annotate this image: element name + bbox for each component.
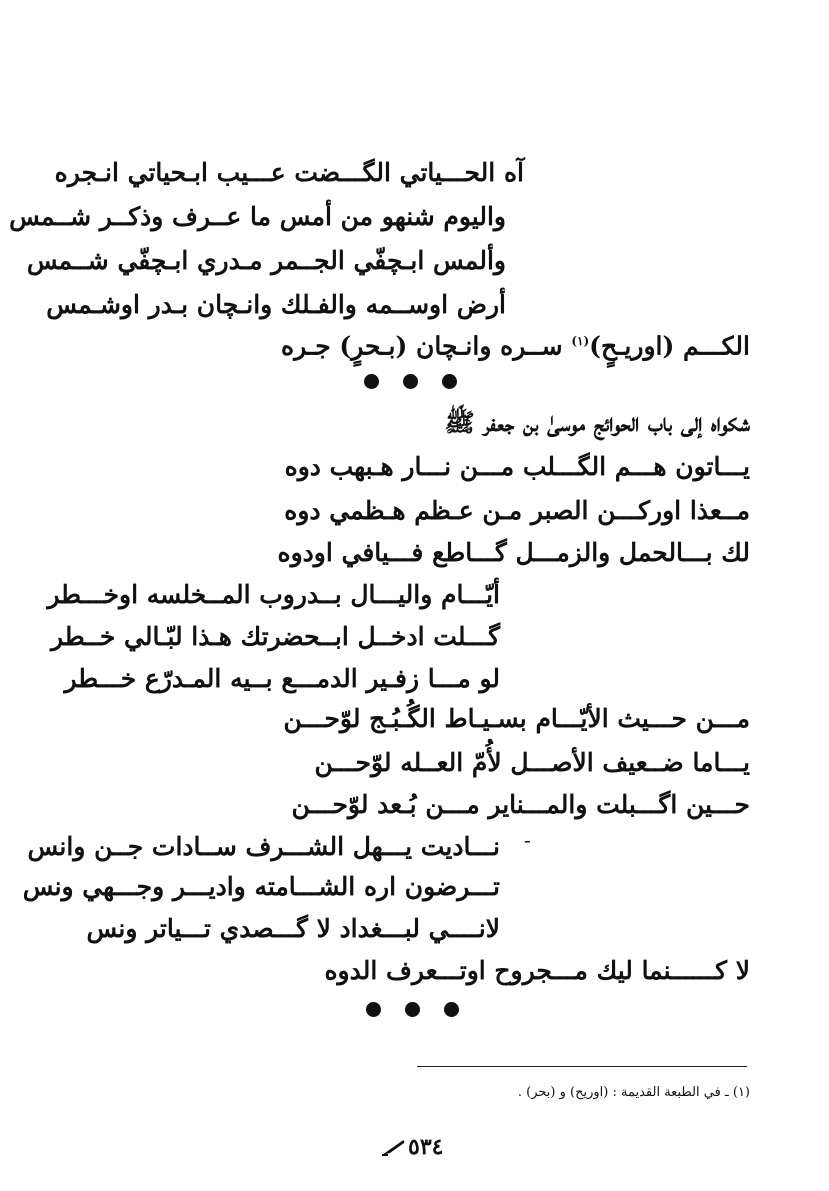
verse-line-18: لا كــــــنما ليك مـــجروح اوتـــعرف الدوه	[324, 956, 750, 985]
separator-dot	[442, 374, 457, 389]
section-separator-2	[366, 1002, 459, 1017]
verse-line-4: أرض اوســمه والفـلك وانـچان بـدر اوشـمس	[46, 290, 506, 319]
verse-line-7: مــعذا اوركـــن الصبر مـن عـظم هـظمي دوه	[284, 496, 750, 525]
verse-line-5-part1: الكـــم (اوريـحٍ)	[589, 331, 750, 361]
verse-line-9: أيّـــام واليـــال بــدروب المــخلسه اوخـــطر	[47, 580, 500, 609]
footnote-rule	[417, 1066, 747, 1067]
verse-line-10: گـــلت ادخــل ابــحضرتك هـذا لبّـالي خــطر	[50, 622, 500, 651]
verse-line-5-part2: ســره وانـچان (بـحرٍ) جـره	[281, 331, 572, 361]
verse-line-16: تـــرضون اره الشـــامته واديـــر وجـــهي ونس	[22, 872, 500, 901]
separator-dot	[405, 1002, 420, 1017]
verse-line-13: يـــاما ضــعيف الأصـــل لأُمّ العــله لوّحـــن	[314, 748, 750, 777]
quill-icon	[380, 1137, 406, 1157]
section-heading: شكواه إلى باب الحوائج موسىٰ بن جعفر ﷺ	[444, 408, 750, 437]
page-number	[380, 1134, 443, 1160]
verse-line-1: آه الحـــياتي الگـــضت عـــيب ابـحياتي انـجره	[54, 158, 524, 187]
verse-line-14: حـــين اگـــبلت والمـــناير مـــن بُـعد لوّحـــن	[291, 790, 750, 819]
verse-line-3: وألمس ابـچفّي الجــمر مـدري ابـچفّي شــمس	[26, 246, 506, 275]
verse-line-2: واليوم شنهو من أمس ما عــرف وذكــر شــمس	[9, 202, 506, 231]
verse-line-6: يـــاتون هـــم الگـــلب مـــن نـــار هـبهب دوه	[284, 452, 750, 481]
separator-dot	[444, 1002, 459, 1017]
footnote-marker: (١)	[571, 334, 590, 348]
dash-mark: -	[524, 828, 531, 852]
verse-line-12: مـــن حـــيث الأيّـــام بسـيـاط الگُـبُـج لوّحـــن	[283, 704, 750, 733]
separator-dot	[366, 1002, 381, 1017]
separator-dot	[364, 374, 379, 389]
verse-line-11: لو مـــا زفـير الدمـــع بــيه المـدرّع خـــطر	[64, 664, 500, 693]
footnote-text: (١) ـ في الطبعة القديمة : (اوريح) و (بحر) .	[517, 1085, 750, 1100]
verse-line-17: لانــــي لبـــغداد لا گـــصدي تـــياتر ونس	[86, 914, 500, 943]
page-number-value: ٥٣٤	[408, 1134, 444, 1160]
verse-line-15: نـــاديت يـــهل الشـــرف ســادات جــن وانس	[27, 832, 500, 861]
separator-dot	[403, 374, 418, 389]
verse-line-8: لك بـــالحمل والزمـــل گـــاطع فـــيافي اودوه	[277, 538, 750, 567]
verse-line-5	[281, 324, 750, 363]
section-separator-1	[364, 374, 457, 389]
